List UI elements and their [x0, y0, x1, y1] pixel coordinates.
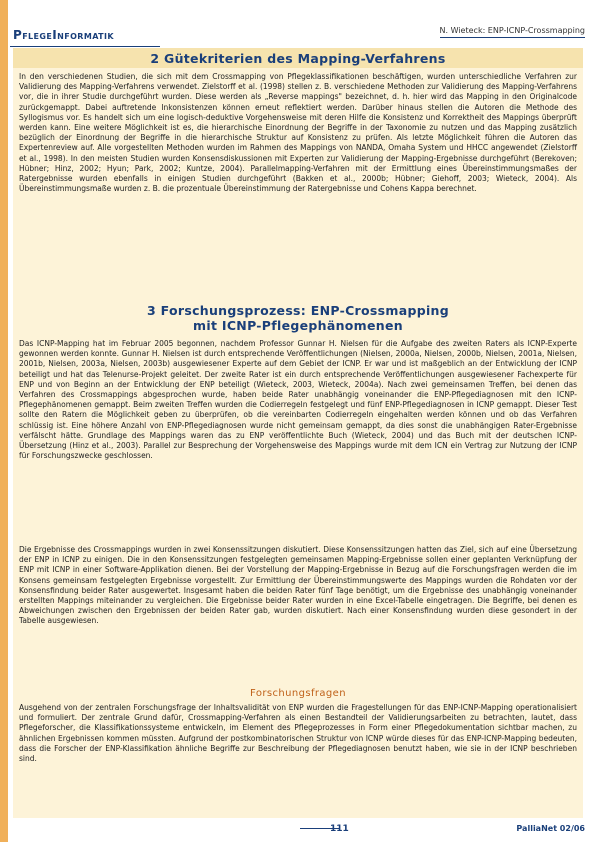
article-byline: N. Wieteck: ENP-ICNP-Crossmapping — [440, 26, 585, 38]
section-title-line1: 3 Forschungsprozess: ENP-Crossmapping — [147, 303, 449, 318]
section-forschungsprozess — [13, 303, 583, 461]
section-body: Ausgehend von der zentralen Forschungsfrage der Inhaltsvalidität von ENP wurden die Fragestellungen für das ENP-ICNP-Mapping operationalisiert und formuliert. Der zentrale Grund dafür, Crossmapping-Verfahren als einen Bestandteil der Validierungsarbeiten zu betrachten, lautet, dass Pflegeforscher, die Klassifikationssysteme entwickeln, im Element des Pflegeprozesses in Form einer Pflegedokumentation sichtbar machen, zu ähnlichen Ergebnissen kommen müssten. Aufgrund der postkombinatorischen Struktur von ICNP würde dieses für das ENP-ICNP-Mapping bedeuten, dass die Forscher der ENP-Klassifikation ähnliche Begriffe zur Beschreibung der Pflegediagnosen benutzt haben, wie sie in der ICNP beschrieben sind. — [19, 703, 577, 764]
header-rule — [10, 46, 160, 47]
section-guetekriterien — [13, 48, 583, 194]
footer-rule — [300, 826, 320, 832]
section-body: Die Ergebnisse des Crossmappings wurden in zwei Konsenssitzungen diskutiert. Diese Konsenssitzungen hatten das Ziel, sich auf eine Übersetzung der ENP in ICNP zu einigen. Die in den Konsenssitzungen festgelegten gemeinsamen Mapping-Ergebnisse sollen einer geplanten Verknüpfung der ENP mit ICNP in einer Software-Applikation dienen. Bei der Vorstellung der Mapping-Ergebnisse in Bezug auf die Forschungsfragen werden die im Konsens gemeinsam festgelegten Ergebnisse vorgestellt. Zur Ermittlung der Übereinstimmungswerte des Mappings wurden die Rohdaten vor der Konsensfindung beider Rater ausgewertet. Insgesamt haben die beiden Rater fünf Tage benötigt, um die Ergebnisse des unabhängig voneinander erstellten Mappings miteinander zu vergleichen. Die Ergebnisse beider Rater wurden in eine Excel-Tabelle eingetragen. Die Begriffe, bei denen es Abweichungen zwischen den Ergebnissen der beiden Rater gab, wurden diskutiert. Nach einer Konsensfindung wurden diese gesondert in der Tabelle ausgewiesen. — [19, 545, 577, 626]
article-column — [13, 48, 583, 818]
left-color-band — [0, 0, 8, 842]
section-heading-block — [13, 48, 583, 68]
section-body: In den verschiedenen Studien, die sich mit dem Crossmapping von Pflegeklassifikationen beschäftigen, wurden unterschiedliche Verfahren zur Validierung des Mapping-Verfahrens verwendet. Zielstorff et al. (1998) stellen z. B. verschiedene Methoden zur Validierung des Mapping-Verfahrens vor, die in ihrer Studie durchgeführt wurden. Diese werden als „Reverse mappings" bezeichnet, d. h. hier wird das Mapping in den Originalcode zurückgemappt. Dabei auftretende Inkonsistenzen können erneut reflektiert werden. Darüber hinaus stellen die Autoren die Methode des Syllogismus vor. Es handelt sich um eine logisch-deduktive Vorgehensweise mit deren Hilfe die Konsistenz und Korrektheit des Mappings überprüft werden kann. Eine weitere Möglichkeit ist es, die hierarchische Einordnung der Begriffe in der Taxonomie zu nutzen und das Mapping zusätzlich bezüglich der Einordnung der Begriffe in die hierarchische Struktur auf Konsistenz zu prüfen. Als letzte Möglichkeit führen die Autoren das Expertenreview auf. Alle vorgestellten Methoden wurden im Rahmen des Mappings von NANDA, Omaha System und HHCC angewendet (Zielstorff et al., 1998). In den meisten Studien wurden Konsensdiskussionen mit Experten zur Validierung der Mapping-Ergebnisse durchgeführt (Berekoven; Hübner; Hinz, 2002; Hyun; Park, 2002; Kuntze, 2004). Parallelmapping-Verfahren mit der Ermittlung eines Übereinstimmungsmaßes der Ratergebnisse wurden ebenfalls in einigen Studien durchgeführt (Bakken et al., 2000b; Hübner; Giehoff, 2003; Wieteck, 2004). Als Übereinstimmungsmaße wurden z. B. die prozentuale Übereinstimmung der Ratergebnisse und Cohens Kappa berechnet. — [19, 72, 577, 194]
section-konsens — [13, 545, 583, 627]
section-title: 2 Gütekriterien des Mapping-Verfahrens — [150, 51, 446, 66]
journal-issue: PalliaNet 02/06 — [516, 824, 585, 833]
section-body: Das ICNP-Mapping hat im Februar 2005 begonnen, nachdem Professor Gunnar H. Nielsen für die Aufgabe des zweiten Raters als ICNP-Experte gewonnen werden konnte. Gunnar H. Nielsen ist durch entsprechende Veröffentlichungen (Nielsen, 2000a, Nielsen, 2000b, Nielsen, 2001a, Nielsen, 2001b, Nielsen, 2003a, Nielsen, 2003b) ausgewiesener Experte auf dem Gebiet der ICNP. Er war und ist maßgeblich an der Entwicklung der ICNP beteiligt und hat das Telenurse-Projekt geleitet. Der zweite Rater ist ein durch entsprechende Veröffentlichungen ausgewiesener Fachexperte für ENP und von Beginn an der Entwicklung der ENP beteiligt (Wieteck, 2003, Wieteck, 2004a). Nach zwei gemeinsamen Treffen, bei denen das Verfahren des Crossmappings abgesprochen wurde, haben beide Rater unabhängig voneinander die ENP-Pflegediagnosen mit den ICNP-Pflegephänomenen gemappt. Beim zweiten Treffen wurden die Codierregeln festgelegt und fünf ENP-Pflegediagnosen in ICNP gemappt. Dieser Test sollte den Ratern die Möglichkeit geben zu überprüfen, ob die vereinbarten Codierregeln eingehalten werden können und ob das Verfahren schlüssig ist. Eine höhere Anzahl von ENP-Pflegediagnosen wurde nicht gemeinsam gemappt, da dies sonst die unabhängigen Rater-Ergebnisse verfälscht hätte. Grundlage des Mappings waren das zu ENP veröffentlichte Buch (Wieteck, 2004) und das Buch mit der deutschen ICNP-Übersetzung (Hinz et al., 2003). Parallel zur Besprechung der Vorgehensweise des Mappings wurde mit dem ICN ein Vertrag zur Nutzung der ICNP für Forschungszwecke geschlossen. — [19, 339, 577, 461]
journal-brand: PflegeInformatik — [13, 28, 115, 42]
section-title-line2: mit ICNP-Pflegephänomenen — [193, 318, 403, 333]
subsection-title: Forschungsfragen — [250, 688, 346, 699]
page-number: 111 — [330, 824, 349, 834]
section-forschungsfragen — [13, 688, 583, 764]
